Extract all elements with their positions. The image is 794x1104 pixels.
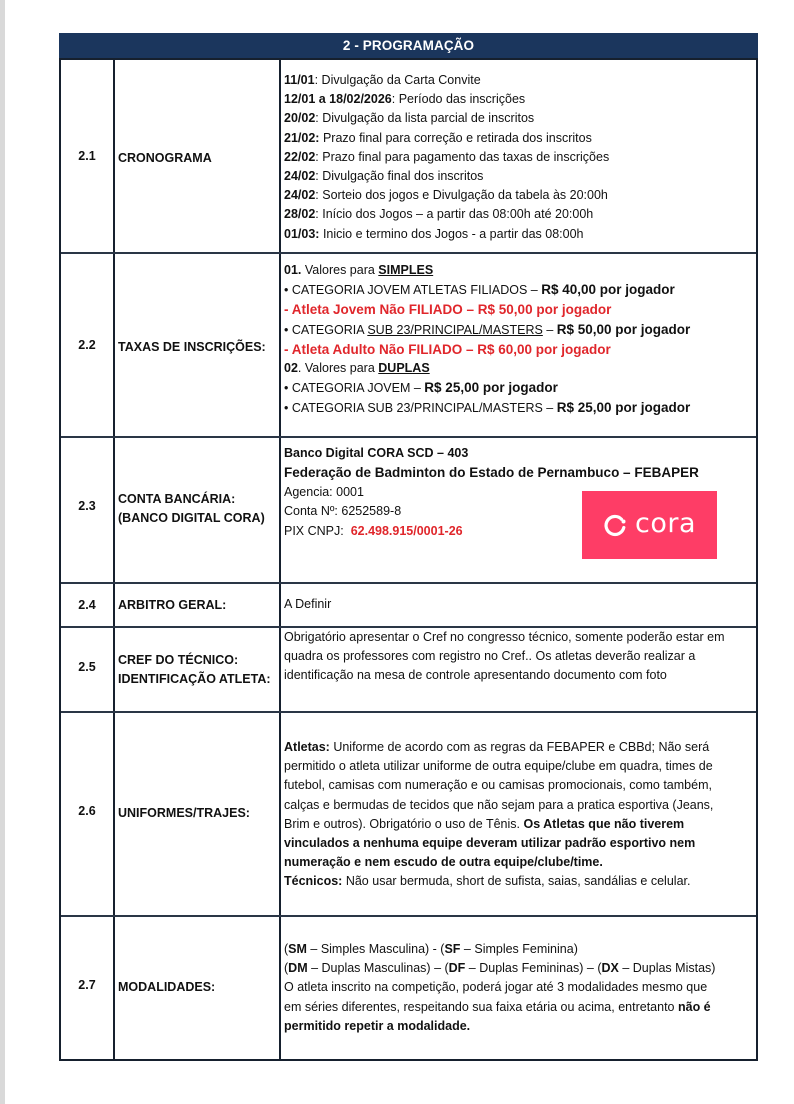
fee-nonfiliated: - Atleta Jovem Não FILIADO – R$ 50,00 por jogador xyxy=(284,302,612,318)
text-line xyxy=(284,738,753,757)
bold-text: não é xyxy=(677,999,711,1014)
schedule-sep: : xyxy=(315,169,323,184)
schedule-item xyxy=(284,90,753,109)
paren: ( xyxy=(284,961,289,976)
text-line: Obrigatório apresentar o Cref no congresso técnico, somente poderão estar em xyxy=(284,630,725,644)
row-label xyxy=(115,628,281,711)
fee-category-underlined: SUB 23/PRINCIPAL/MASTERS xyxy=(367,322,543,337)
section-header: 2 - PROGRAMAÇÃO xyxy=(59,33,758,60)
schedule-list xyxy=(281,60,756,252)
bold-text-line: numeração e nem escudo de outra equipe/clube/time. xyxy=(284,855,603,870)
paren: ( xyxy=(284,942,289,956)
schedule-date: 24/02 xyxy=(284,169,316,184)
referee-content: A Definir xyxy=(284,597,332,612)
modalities-line xyxy=(284,959,753,978)
schedule-text: Período das inscrições xyxy=(398,92,526,107)
schedule-text: Início dos Jogos – a partir das 08:00h até 20:00h xyxy=(322,207,594,222)
coaches-label: Técnicos: xyxy=(284,874,343,889)
schedule-item xyxy=(284,148,753,167)
bank-details xyxy=(281,438,756,582)
cora-logo xyxy=(582,491,717,559)
schedule-text: Sorteio dos jogos e Divulgação da tabela às 20:00h xyxy=(322,188,608,203)
fees-content xyxy=(281,254,756,436)
fee-price: R$ 25,00 por jogador xyxy=(556,400,691,416)
row-modalidades xyxy=(61,917,756,1059)
bank-name: Banco Digital CORA SCD – 403 xyxy=(284,446,469,460)
schedule-text: Prazo final para correção e retirada dos inscritos xyxy=(322,130,592,145)
fee-item xyxy=(284,280,753,300)
row-arbitro-geral xyxy=(61,584,756,628)
schedule-sep: : xyxy=(315,111,323,126)
modality-code: SM xyxy=(288,942,307,956)
row-number: 2.1 xyxy=(61,60,115,252)
schedule-date: 11/01 xyxy=(284,73,315,87)
modality-code: DX xyxy=(601,961,619,976)
schedule-date: 12/01 a 18/02/2026 xyxy=(284,92,392,107)
athletes-label: Atletas: xyxy=(284,740,330,754)
fee-item xyxy=(284,378,753,398)
cref-content xyxy=(281,628,756,711)
bank-account: Conta Nº: 6252589-8 xyxy=(284,504,402,519)
schedule-text: Prazo final para pagamento das taxas de inscrições xyxy=(322,149,610,164)
schedule-date: 21/02: xyxy=(284,130,320,145)
schedule-text: Inicio e termino dos Jogos - a partir das 08:00h xyxy=(322,226,584,241)
bold-text: Os Atletas que não tiverem xyxy=(523,816,685,831)
cora-logo-text: cora xyxy=(634,508,696,539)
bank-agency: Agencia: 0001 xyxy=(284,485,364,500)
modality-code: DF xyxy=(448,961,466,976)
text-line: quadra os professores com registro no Cref.. Os atletas deverão realizar a xyxy=(284,649,696,664)
text-line: permitido o atleta utilizar uniforme de outra equipe/clube em quadra, times de xyxy=(284,759,713,774)
row-number: 2.5 xyxy=(61,628,115,711)
heading-number: 02 xyxy=(284,361,298,376)
schedule-sep: : xyxy=(391,92,399,107)
schedule-sep: : xyxy=(314,73,322,87)
schedule-item xyxy=(284,186,753,205)
row-label-line: CONTA BANCÁRIA: xyxy=(118,492,236,506)
bold-text-line: vinculados a nenhuma equipe deveram utilizar padrão esportivo nem xyxy=(284,836,696,851)
schedule-date: 20/02 xyxy=(284,111,316,126)
fee-item xyxy=(284,398,753,418)
fee-item xyxy=(284,320,753,340)
separator: – ( xyxy=(430,961,449,976)
schedule-text: Divulgação da Carta Convite xyxy=(321,73,481,87)
row-cref-identificacao xyxy=(61,628,756,713)
heading-text: Valores para xyxy=(301,263,379,277)
modality-code: SF xyxy=(444,942,461,956)
heading-text: . Valores para xyxy=(297,361,379,376)
schedule-item xyxy=(284,71,753,90)
row-label-line: CREF DO TÉCNICO: xyxy=(118,653,239,667)
text-span: Brim e outros). Obrigatório o uso de Tênis. xyxy=(284,816,524,831)
fee-category: • CATEGORIA xyxy=(284,322,368,337)
uniform-content xyxy=(281,713,756,915)
modality-name: – Simples Masculina) xyxy=(306,942,430,956)
heading-type: DUPLAS xyxy=(378,361,430,376)
fee-price: R$ 40,00 por jogador xyxy=(541,282,675,298)
row-number: 2.4 xyxy=(61,584,115,626)
text-line: O atleta inscrito na competição, poderá jogar até 3 modalidades mesmo que xyxy=(284,980,708,995)
row-label: CRONOGRAMA xyxy=(115,60,281,252)
row-number: 2.2 xyxy=(61,254,115,436)
modalities-line xyxy=(284,940,753,959)
fee-nonfiliated: - Atleta Adulto Não FILIADO – R$ 60,00 por jogador xyxy=(284,341,611,357)
row-conta-bancaria xyxy=(61,438,756,584)
row-label xyxy=(115,438,281,582)
text-line xyxy=(284,872,753,891)
row-taxas-inscricoes xyxy=(61,254,756,438)
row-label-line: IDENTIFICAÇÃO ATLETA: xyxy=(118,672,271,686)
text-line xyxy=(284,815,753,834)
schedule-date: 22/02 xyxy=(284,149,316,164)
schedule-date: 01/03: xyxy=(284,226,320,241)
schedule-item xyxy=(284,129,753,148)
schedule-sep: : xyxy=(315,207,323,222)
programacao-table xyxy=(59,33,758,1061)
text-span: em séries diferentes, respeitando sua faixa etária ou acima, entretanto xyxy=(284,999,678,1014)
text-line: identificação na mesa de controle apresentando documento com foto xyxy=(284,668,667,683)
row-number: 2.6 xyxy=(61,713,115,915)
row-number: 2.7 xyxy=(61,917,115,1059)
bold-text-line: permitido repetir a modalidade. xyxy=(284,1018,471,1033)
simples-heading xyxy=(284,261,753,280)
fee-price: R$ 50,00 por jogador xyxy=(556,321,691,337)
pix-value: 62.498.915/0001-26 xyxy=(350,523,463,538)
fee-price: R$ 25,00 por jogador xyxy=(424,380,558,396)
schedule-sep: : xyxy=(315,149,323,164)
row-label: ARBITRO GERAL: xyxy=(115,584,281,626)
fee-sep: – xyxy=(542,322,557,337)
schedule-sep: : xyxy=(315,188,323,203)
fee-category: • CATEGORIA JOVEM – xyxy=(284,381,425,396)
modalities-content xyxy=(281,917,756,1059)
schedule-item xyxy=(284,167,753,186)
schedule-text: Divulgação da lista parcial de inscritos xyxy=(322,111,535,126)
schedule-item xyxy=(284,205,753,224)
text-span: Não usar bermuda, short de sufista, saias, sandálias e celular. xyxy=(342,874,691,889)
fee-category: • CATEGORIA SUB 23/PRINCIPAL/MASTERS – xyxy=(284,401,557,416)
modality-code: DM xyxy=(288,961,308,976)
schedule-text: Divulgação final dos inscritos xyxy=(322,169,484,184)
text-span: Uniforme de acordo com as regras da FEBAPER e CBBd; Não será xyxy=(329,740,710,754)
modality-name: – Simples Feminina) xyxy=(460,942,578,956)
text-line xyxy=(284,998,753,1017)
schedule-item xyxy=(284,109,753,128)
schedule-date: 28/02 xyxy=(284,207,316,222)
account-holder: Federação de Badminton do Estado de Pernambuco – FEBAPER xyxy=(284,465,699,481)
text-line: calças e bermudas de tecidos que não sejam para a pratica esportiva (Jeans, xyxy=(284,797,714,812)
row-label: UNIFORMES/TRAJES: xyxy=(115,713,281,915)
row-number: 2.3 xyxy=(61,438,115,582)
row-cronograma xyxy=(61,60,756,254)
separator: – ( xyxy=(583,961,602,976)
row-label-line: (BANCO DIGITAL CORA) xyxy=(118,511,265,525)
row-label: TAXAS DE INSCRIÇÕES: xyxy=(115,254,281,436)
modality-name: – Duplas Femininas) xyxy=(465,961,584,976)
cora-icon xyxy=(603,512,629,538)
heading-number: 01. xyxy=(284,263,302,277)
heading-type: SIMPLES xyxy=(378,263,434,277)
page-edge-strip xyxy=(0,0,5,1104)
text-line: futebol, camisas com numeração e ou camisas promocionais, como também, xyxy=(284,778,712,793)
schedule-item xyxy=(284,225,753,244)
row-uniformes-trajes xyxy=(61,713,756,917)
modality-name: – Duplas Masculinas) xyxy=(307,961,431,976)
separator: - ( xyxy=(429,942,445,956)
fee-category: • CATEGORIA JOVEM ATLETAS FILIADOS – xyxy=(284,283,542,298)
duplas-heading xyxy=(284,359,753,378)
modality-name: – Duplas Mistas) xyxy=(618,961,716,976)
schedule-date: 24/02 xyxy=(284,188,316,203)
pix-label: PIX CNPJ: xyxy=(284,523,351,538)
row-label: MODALIDADES: xyxy=(115,917,281,1059)
